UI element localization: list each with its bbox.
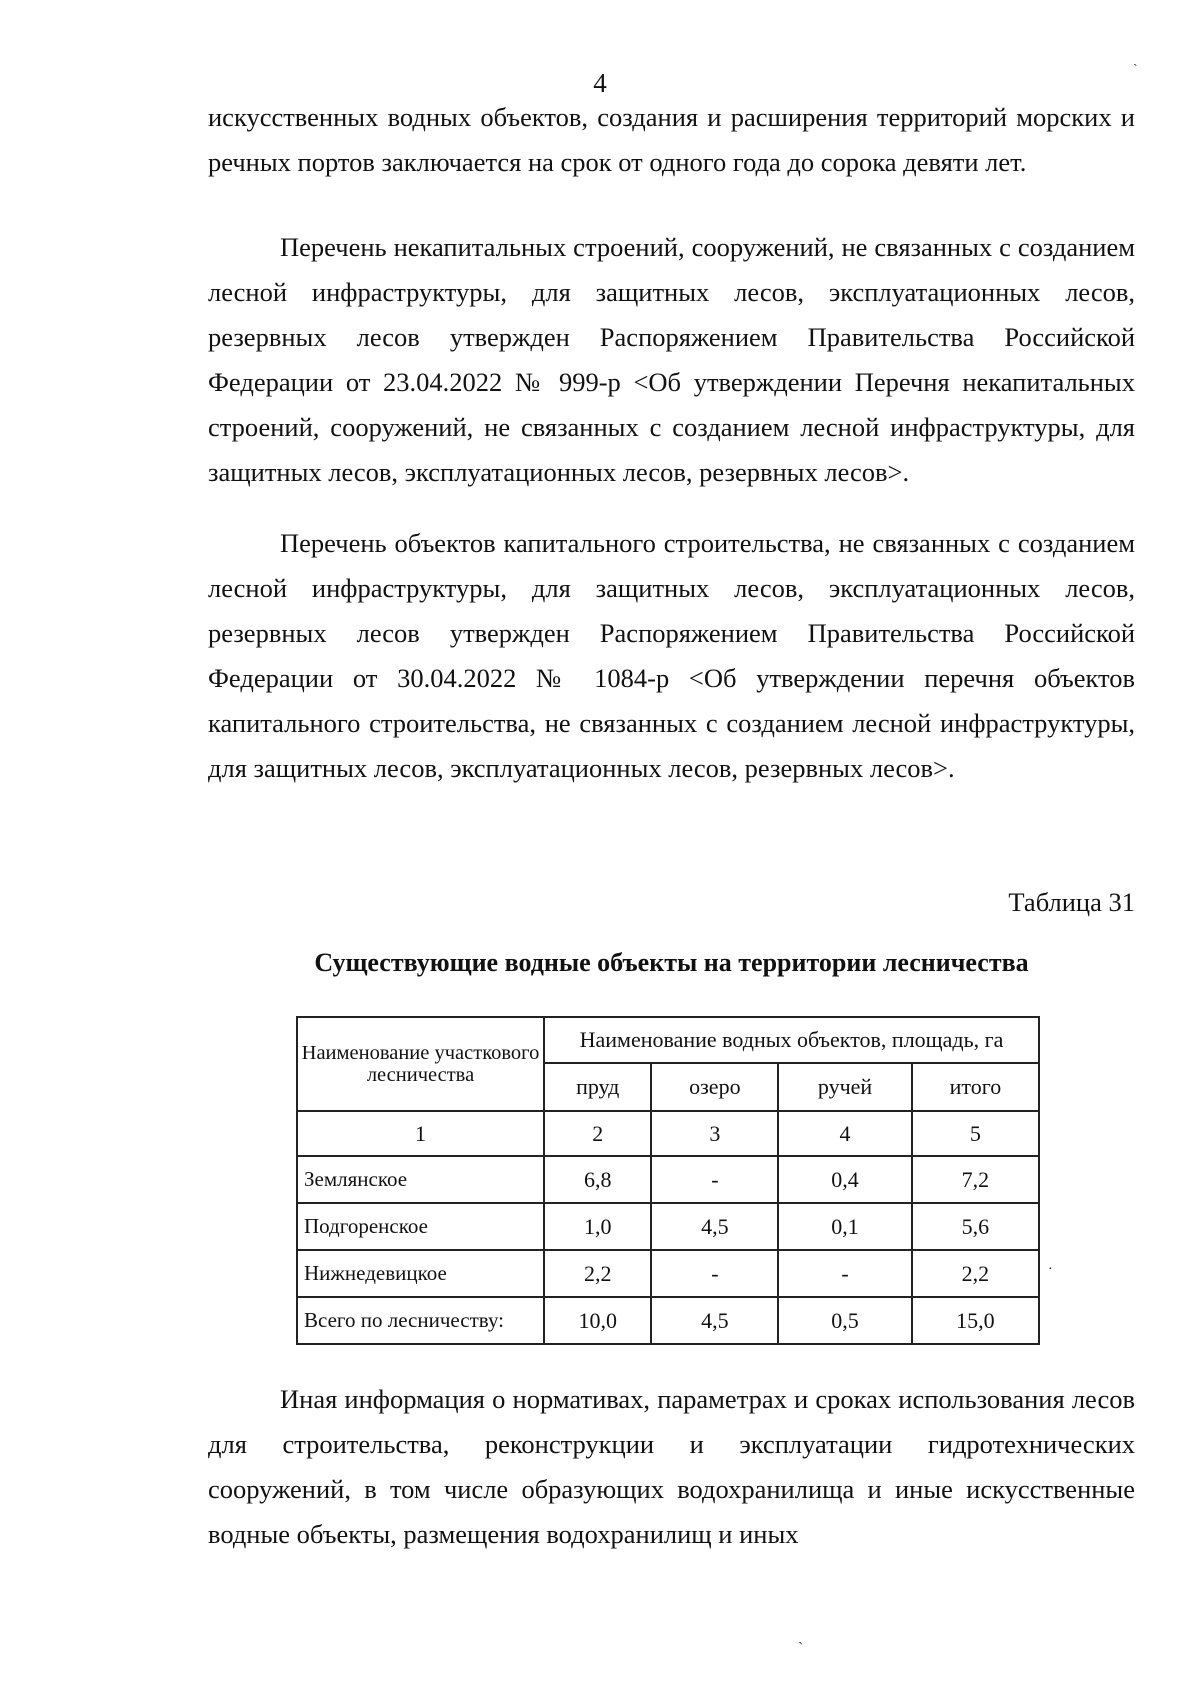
column-number: 3 [651,1111,778,1156]
paragraph-1: искусственных водных объектов, создания и расширения территорий морских и речных портов заключается на срок от одного года до сорока девяти лет. [208,102,1135,177]
cell-value: 0,5 [778,1297,912,1344]
table-title: Существующие водные объекты на территории лесничества [314,948,1029,977]
scan-artifact: ` [798,1640,804,1657]
cell-value: - [651,1156,778,1203]
page-number: 4 [593,68,607,98]
cell-value: 2,2 [544,1250,651,1297]
cell-value: 0,4 [778,1156,912,1203]
row-name: Подгоренское [297,1203,544,1250]
paragraph-3: Перечень объектов капитального строительства, не связанных с созданием лесной инфраструктуры, для защитных лесов, эксплуатационных лесов, резервных лесов утвержден Распоряжением Правительства Российской Федерации от 30.04.2022 № 1084-р <Об утверждении перечня объектов капитального строительства, не связанных с созданием лесной инфраструктуры, для защитных лесов, эксплуатационных лесов, резервных лесов>. [208,528,1135,783]
table-row [297,1250,1039,1297]
cell-value: 4,5 [651,1203,778,1250]
row-name: Всего по лесничеству: [297,1297,544,1344]
cell-value: 10,0 [544,1297,651,1344]
water-objects-table [296,1016,1040,1345]
subheader-pond: пруд [544,1063,651,1111]
corner-mark: ˎ [1133,52,1138,67]
column-number: 5 [912,1111,1039,1156]
cell-value: 4,5 [651,1297,778,1344]
cell-value: 1,0 [544,1203,651,1250]
column-number: 2 [544,1111,651,1156]
cell-value: 2,2 [912,1250,1039,1297]
subheader-stream: ручей [778,1063,912,1111]
row-name: Землянское [297,1156,544,1203]
table-row [297,1156,1039,1203]
table-row [297,1203,1039,1250]
subheader-lake: озеро [651,1063,778,1111]
paragraph-block-4 [208,1377,1135,1557]
group-header: Наименование водных объектов, площадь, га [544,1017,1039,1063]
paragraph-4: Иная информация о нормативах, параметрах и сроках использования лесов для строительства, реконструкции и эксплуатации гидротехнических сооружений, в том числе образующих водохранилища и иные искусственные водные объекты, размещения водохранилищ и иных [208,1384,1135,1549]
cell-value: 7,2 [912,1156,1039,1203]
paragraph-block-2 [208,225,1135,495]
cell-value: 5,6 [912,1203,1039,1250]
row-name: Нижнедевицкое [297,1250,544,1297]
table-row-total [297,1297,1039,1344]
cell-value: - [778,1250,912,1297]
column-numbers-row [297,1111,1039,1156]
table-caption: Таблица 31 [1008,887,1135,917]
paragraph-continuation [208,95,1135,185]
cell-value: 15,0 [912,1297,1039,1344]
paragraph-2: Перечень некапитальных строений, сооружений, не связанных с созданием лесной инфраструктуры, для защитных лесов, эксплуатационных лесов, резервных лесов утвержден Распоряжением Правительства Российской Федерации от 23.04.2022 № 999-р <Об утверждении Перечня некапитальных строений, сооружений, не связанных с созданием лесной инфраструктуры, для защитных лесов, эксплуатационных лесов, резервных лесов>. [208,232,1135,487]
column-number: 1 [297,1111,544,1156]
cell-value: 0,1 [778,1203,912,1250]
name-header: Наименование участкового лесничества [297,1017,544,1111]
paragraph-block-3 [208,521,1135,791]
scan-artifact: · [1048,1262,1053,1277]
column-number: 4 [778,1111,912,1156]
subheader-total: итого [912,1063,1039,1111]
cell-value: - [651,1250,778,1297]
cell-value: 6,8 [544,1156,651,1203]
